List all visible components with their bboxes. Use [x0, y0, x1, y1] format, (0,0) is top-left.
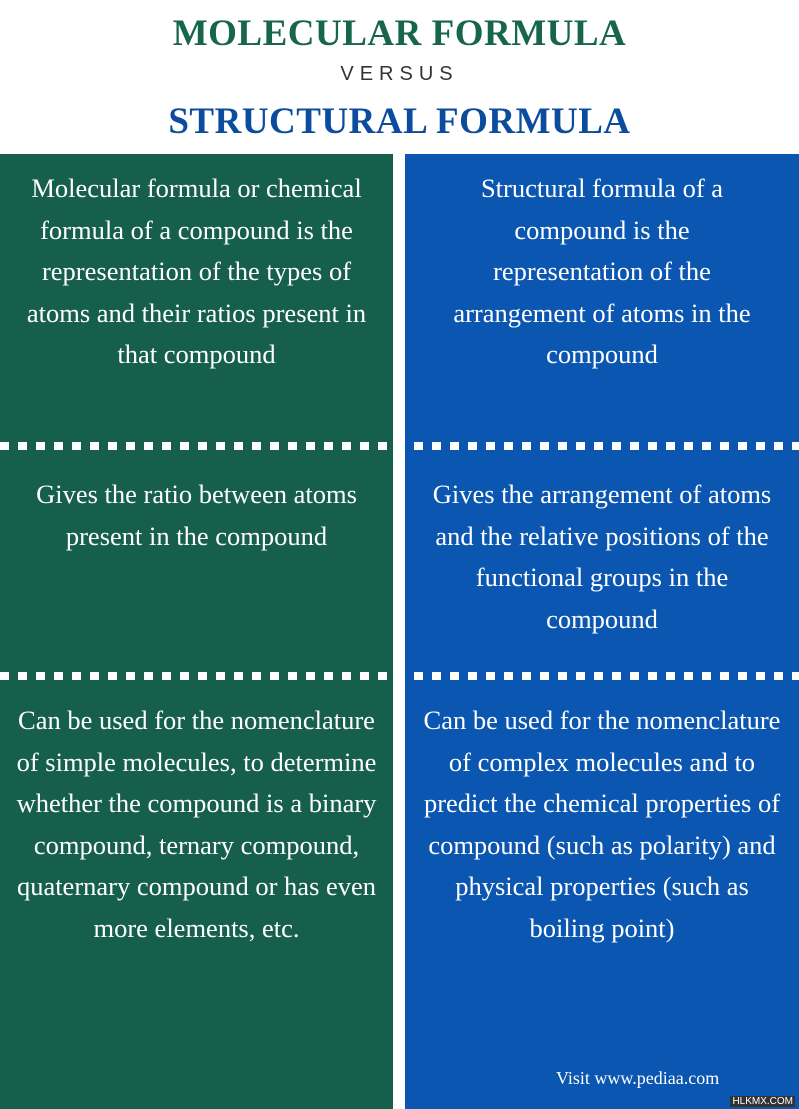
versus-label: VERSUS	[340, 63, 459, 85]
molecular-usage	[0, 700, 393, 949]
molecular-usage-text: Can be used for the nomenclature of simple molecules, to determine whether the compound is a binary compound, ternary compound, quaternary compound or has even more elements, etc.	[16, 705, 377, 943]
molecular-ratio-text: Gives the ratio between atoms present in the compound	[36, 479, 357, 551]
structural-formula-column	[405, 154, 799, 1109]
watermark: HLKMX.COM	[732, 1096, 793, 1107]
structural-arrangement	[405, 474, 799, 640]
structural-definition-text: Structural formula of a compound is the representation of the arrangement of atoms in the compound	[453, 173, 751, 369]
structural-definition	[405, 168, 799, 376]
structural-arrangement-text: Gives the arrangement of atoms and the relative positions of the functional groups in the compound	[432, 479, 772, 634]
row-divider-2	[0, 672, 799, 680]
molecular-formula-column	[0, 154, 393, 1109]
title-structural-formula: STRUCTURAL FORMULA	[168, 101, 631, 142]
title-molecular-formula: MOLECULAR FORMULA	[172, 13, 627, 54]
row-divider-1	[0, 442, 799, 450]
molecular-ratio	[0, 474, 393, 557]
structural-usage-text: Can be used for the nomenclature of complex molecules and to predict the chemical properties of compound (such as polarity) and physical properties (such as boiling point)	[423, 705, 781, 943]
structural-usage	[405, 700, 799, 949]
footer-visit-link[interactable]: Visit www.pediaa.com	[556, 1068, 720, 1088]
comparison-header	[0, 0, 799, 154]
molecular-definition-text: Molecular formula or chemical formula of a compound is the representation of the types of atoms and their ratios present in that compound	[26, 173, 367, 369]
molecular-definition	[0, 168, 393, 376]
